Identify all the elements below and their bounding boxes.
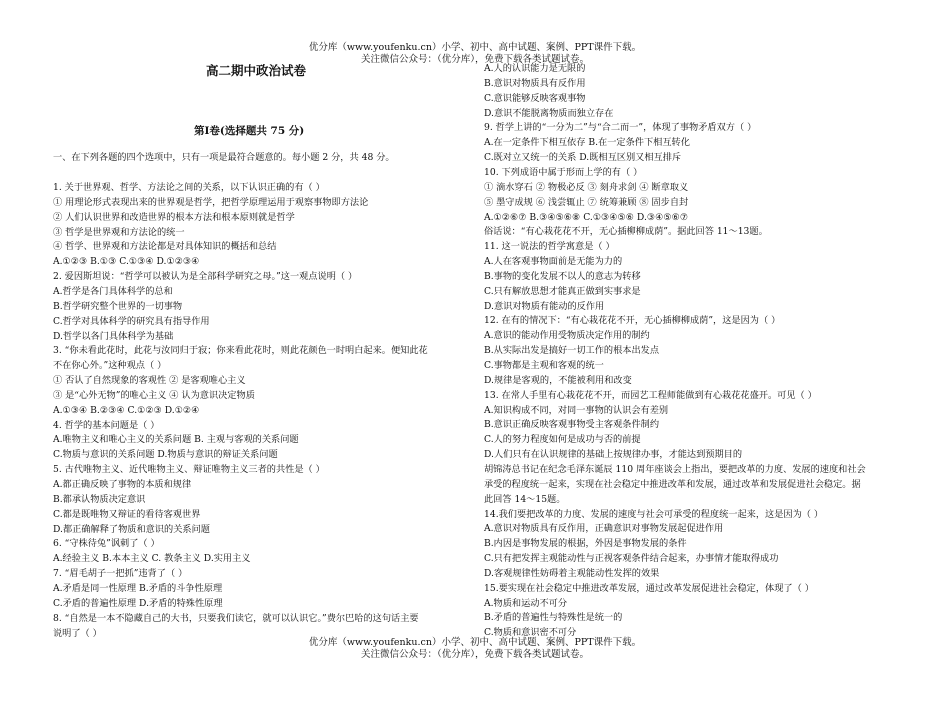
text-line: D.人们只有在认识规律的基础上按规律办事，才能达到预期目的: [484, 449, 743, 461]
text-line: D.规律是客观的，不能被利用和改变: [484, 374, 632, 386]
text-line: D.都正确解释了物质和意识的关系问题: [53, 523, 210, 535]
text-line: A.意识的能动作用受物质决定作用的制约: [484, 330, 650, 342]
exam-title: 高二期中政治试卷: [206, 63, 307, 78]
footer-line-1: 优分库（www.youfenku.cn）小学、初中、高中试题、案例、PPT课件下载。: [308, 637, 642, 648]
text-line: A.唯物主义和唯心主义的关系问题 B. 主观与客观的关系问题: [53, 434, 299, 446]
text-line: B.从实际出发是搞好一切工作的根本出发点: [484, 345, 660, 357]
text-line: C.人的努力程度如何是成功与否的前提: [484, 434, 641, 446]
text-line: ③ 哲学是世界观和方法论的统一: [53, 226, 185, 238]
text-line: B.内因是事物发展的根据，外因是事物发展的条件: [484, 538, 687, 550]
text-line: ② 人们认识世界和改造世界的根本方法和根本原则就是哲学: [53, 211, 295, 223]
text-line: A.矛盾是同一性原理 B.矛盾的斗争性原理: [53, 582, 223, 594]
text-line: B.矛盾的普遍性与特殊性是统一的: [484, 612, 623, 624]
footer-line-2: 关注微信公众号：（优分库），免费下载各类试题试卷。: [360, 649, 589, 660]
text-line: 3. “你未看此花时，此花与汝同归于寂；你来看此花时，则此花颜色一时明白起来。便知此花: [53, 345, 428, 357]
text-line: 8. “自然是一本不隐藏自己的大书，只要我们读它，就可以认识它。”费尔巴哈的这句话主要: [53, 612, 419, 624]
text-line: 说明了（ ）: [53, 627, 102, 639]
text-line: A.哲学是各门具体科学的总和: [53, 285, 173, 297]
header-line-2: 关注微信公众号：（优分库），免费下载各类试题试卷。: [360, 54, 589, 65]
instruction-text: 一、在下列各题的四个选项中，只有一项是最符合题意的。每小题 2 分，共 48 分。: [53, 152, 395, 163]
text-line: C.物质和意识密不可分: [484, 627, 577, 639]
text-line: A.意识对物质具有反作用，正确意识对事物发展起促进作用: [484, 523, 724, 535]
text-line: A.①②③ B.①③ C.①③④ D.①②③④: [53, 256, 200, 268]
text-line: C.物质与意识的关系问题 D.物质与意识的辩证关系问题: [53, 449, 278, 461]
text-line: 10. 下列成语中属于形而上学的有（ ）: [484, 166, 643, 178]
page-header: [0, 42, 950, 66]
text-line: A.人的认识能力是无限的: [484, 63, 586, 74]
text-line: C.只有把发挥主观能动性与正视客观条件结合起来，办事情才能取得成功: [484, 553, 779, 565]
text-line: ① 否认了自然现象的客观性 ② 是客观唯心主义: [53, 375, 246, 387]
text-line: B.意识正确反映客观事物受主客观条件制约: [484, 419, 660, 431]
text-line: 不在你心外。”这种观点（ ）: [53, 360, 167, 372]
text-line: B.意识对物质具有反作用: [484, 77, 586, 89]
text-line: 5. 古代唯物主义、近代唯物主义、辩证唯物主义三者的共性是（ ）: [53, 464, 325, 476]
text-line: A.都正确反映了事物的本质和规律: [53, 479, 192, 490]
text-line: C.矛盾的普遍性原理 D.矛盾的特殊性原理: [53, 597, 223, 609]
text-line: B.事物的变化发展不以人的意志为转移: [484, 270, 641, 282]
text-line: 4. 哲学的基本问题是（ ）: [53, 419, 160, 431]
text-line: 13. 在常人手里有心栽花花不开，而园艺工程师能做到有心栽花花盛开。可见（ ）: [484, 389, 817, 401]
text-line: C.既对立又统一的关系 D.既相互区别又相互排斥: [484, 152, 682, 164]
text-line: C.事物都是主观和客观的统一: [484, 360, 604, 371]
text-line: 1. 关于世界观、哲学、方法论之间的关系，以下认识正确的有（ ）: [53, 182, 325, 193]
text-line: 此回答 14～15题。: [484, 493, 566, 505]
text-line: A.物质和运动不可分: [484, 597, 568, 609]
text-line: 15.要实现在社会稳定中推进改革发展，通过改革发展促进社会稳定，体现了（ ）: [484, 582, 814, 594]
text-line: D.意识不能脱离物质而独立存在: [484, 107, 614, 119]
text-line: A.经验主义 B.本本主义 C. 教条主义 D.实用主义: [53, 553, 251, 565]
text-line: 胡锦涛总书记在纪念毛泽东诞辰 110 周年座谈会上指出，要把改革的力度、发展的速度和社会: [484, 463, 866, 475]
text-line: ① 滴水穿石 ② 物极必反 ③ 刻舟求剑 ④ 断章取义: [484, 181, 689, 193]
text-line: D.意识对物质有能动的反作用: [484, 300, 605, 312]
text-line: 11. 这一说法的哲学寓意是（ ）: [484, 241, 615, 253]
text-line: ④ 哲学、世界观和方法论都是对具体知识的概括和总结: [53, 241, 277, 253]
text-line: B.都承认物质决定意识: [53, 493, 146, 505]
text-line: 9. 哲学上讲的“一分为二”与“合二而一”，体现了事物矛盾双方（ ）: [484, 122, 757, 134]
section-title: 第Ⅰ卷(选择题共 75 分): [194, 125, 305, 137]
text-line: B.哲学研究整个世界的一切事物: [53, 300, 183, 312]
page-footer: [0, 637, 950, 661]
text-line: C.都是既唯物又辩证的看待客观世界: [53, 508, 201, 520]
text-line: A.知识构成不同，对同一事物的认识会有差别: [484, 404, 669, 416]
text-line: 2. 爱因斯坦说：“哲学可以被认为是全部科学研究之母。”这一观点说明（ ）: [53, 271, 358, 283]
text-line: ① 用理论形式表现出来的世界观是哲学，把哲学原理运用于观察事物即方法论: [53, 196, 369, 208]
text-line: A.在一定条件下相互依存 B.在一定条件下相互转化: [484, 137, 690, 149]
text-line: D.哲学以各门具体科学为基础: [53, 330, 174, 342]
text-line: D.客观规律性妨碍着主观能动性发挥的效果: [484, 567, 660, 579]
text-line: 12. 在有的情况下：“有心栽花花不开，无心插柳柳成荫”，这是因为（ ）: [484, 315, 781, 327]
text-line: 14.我们要把改革的力度、发展的速度与社会可承受的程度统一起来，这是因为（ ）: [484, 508, 824, 520]
text-line: 7. “眉毛胡子一把抓”违背了（ ）: [53, 568, 188, 580]
text-line: C.哲学对具体科学的研究具有指导作用: [53, 315, 210, 327]
header-line-1: 优分库（www.youfenku.cn）小学、初中、高中试题、案例、PPT课件下载。: [308, 42, 642, 53]
text-line: ⑤ 墨守成规 ⑥ 浅尝辄止 ⑦ 统筹兼顾 ⑧ 固步自封: [484, 196, 689, 208]
text-line: A.人在客观事物面前是无能为力的: [484, 256, 623, 268]
text-line: A.①③④ B.②③④ C.①②③ D.①②④: [53, 404, 200, 416]
text-line: C.只有解放思想才能真正做到实事求是: [484, 285, 641, 297]
text-line: ③ 是“心外无物”的唯心主义 ④ 认为意识决定物质: [53, 389, 255, 401]
text-line: 俗话说：“有心栽花花不开，无心插柳柳成荫”。据此回答 11～13题。: [484, 226, 768, 238]
text-line: A.①②⑥⑦ B.③④⑤⑥⑧ C.①③④⑤⑥ D.③④⑤⑥⑦: [484, 211, 689, 223]
text-line: 6. “守株待兔”讽刺了（ ）: [53, 538, 160, 550]
text-line: C.意识能够反映客观事物: [484, 92, 586, 104]
text-line: 承受的程度统一起来，实现在社会稳定中推进改革和发展，通过改革和发展促进社会稳定。据: [484, 478, 861, 490]
